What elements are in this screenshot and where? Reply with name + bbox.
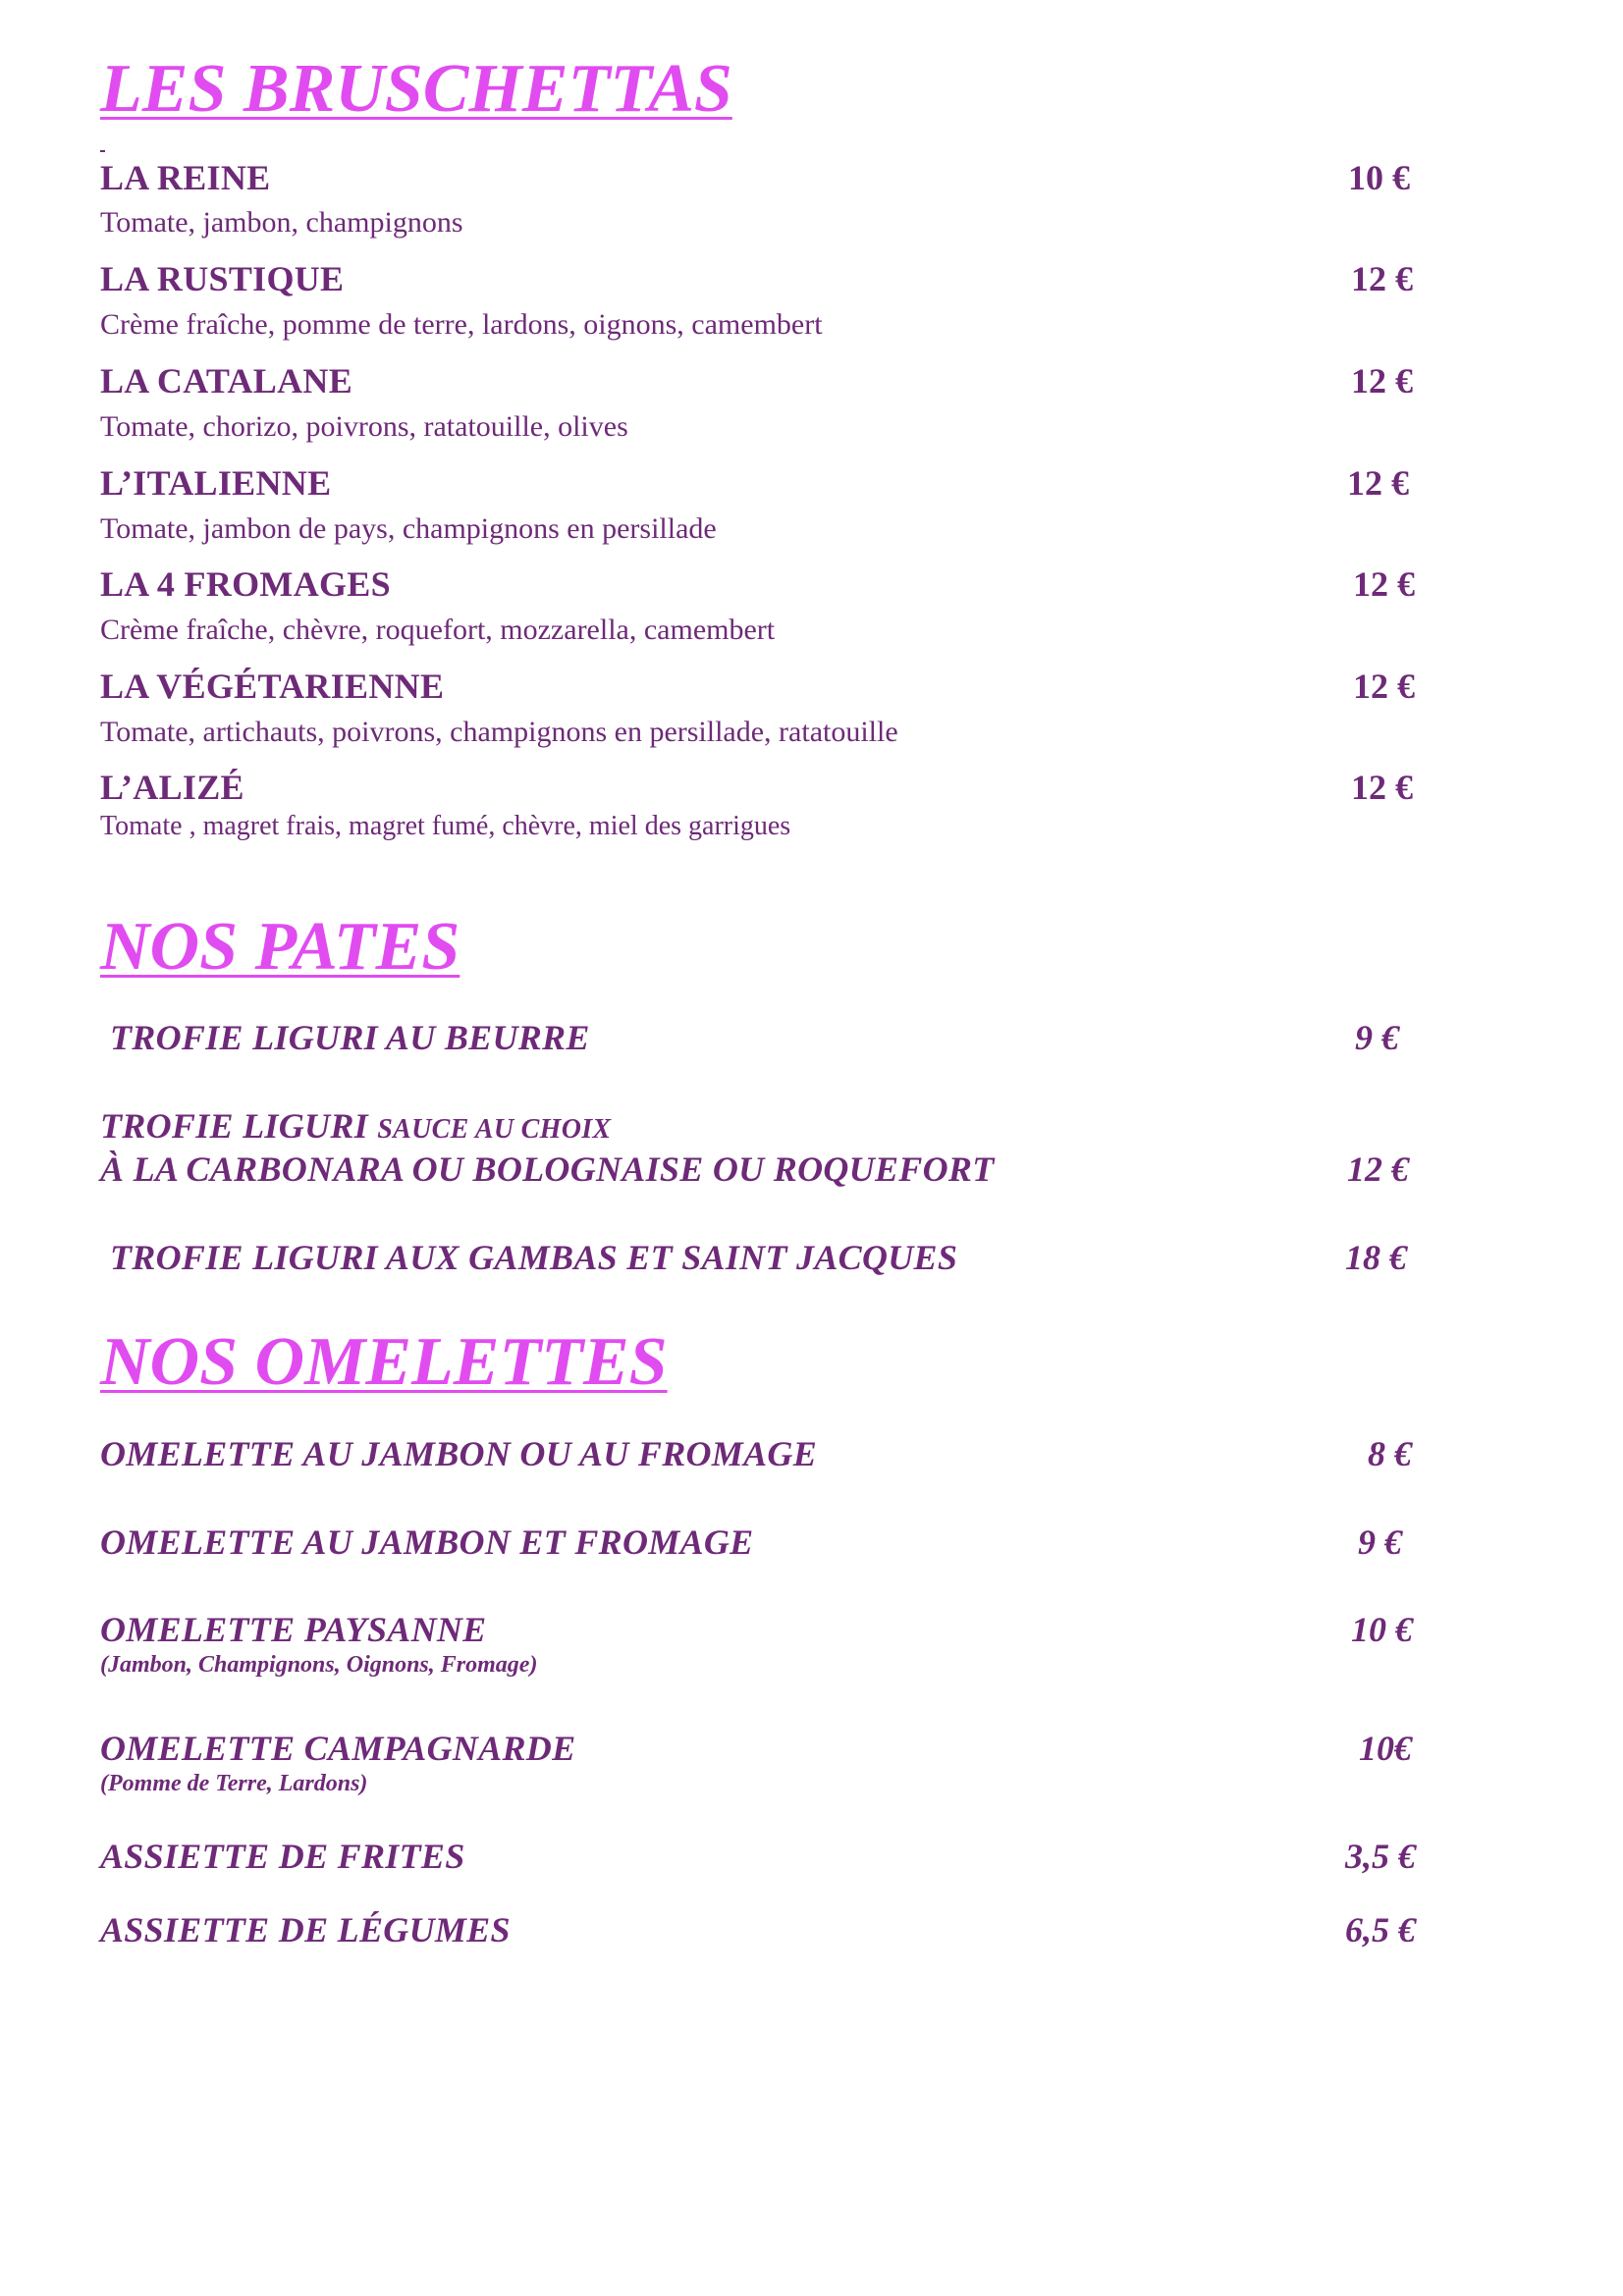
menu-item-name: LA 4 FROMAGES	[100, 564, 391, 604]
menu-item-name: OMELETTE PAYSANNE	[100, 1610, 487, 1649]
menu-item-price: 12 €	[1353, 564, 1415, 604]
menu-item-price: 18 €	[1345, 1238, 1407, 1277]
menu-item-description: Tomate , magret frais, magret fumé, chèvre, miel des garrigues	[100, 811, 791, 841]
menu-item-price: 12 €	[1347, 1149, 1409, 1189]
menu-item-name: OMELETTE CAMPAGNARDE	[100, 1729, 576, 1768]
menu-item-name: LA REINE	[100, 158, 271, 197]
menu-item-price: 10 €	[1348, 158, 1410, 197]
menu-item-price: 12 €	[1351, 361, 1413, 400]
menu-item-name: TROFIE LIGURI AU BEURRE	[110, 1018, 590, 1057]
menu-item-description: Tomate, artichauts, poivrons, champignons en persillade, ratatouille	[100, 716, 898, 748]
menu-item-price: 10 €	[1351, 1610, 1413, 1649]
menu-item-name: ASSIETTE DE LÉGUMES	[100, 1910, 511, 1949]
menu-item-name	[100, 1108, 611, 1144]
menu-item-description: Tomate, jambon, champignons	[100, 206, 463, 239]
section-title-omelettes: NOS OMELETTES	[100, 1324, 668, 1400]
menu-item-price: 6,5 €	[1345, 1910, 1416, 1949]
menu-item-name: OMELETTE AU JAMBON ET FROMAGE	[100, 1522, 754, 1562]
menu-item-name: LA CATALANE	[100, 361, 353, 400]
menu-item-name: ASSIETTE DE FRITES	[100, 1837, 465, 1876]
menu-item-price: 12 €	[1353, 667, 1415, 706]
menu-item-name: L’ALIZÉ	[100, 768, 244, 807]
menu-item-price: 12 €	[1351, 768, 1413, 807]
menu-item-price: 3,5 €	[1345, 1837, 1416, 1876]
stray-mark	[100, 150, 105, 152]
menu-item-name: TROFIE LIGURI AUX GAMBAS ET SAINT JACQUES	[110, 1238, 958, 1277]
menu-item-sauce-options: À LA CARBONARA OU BOLOGNAISE OU ROQUEFORT	[100, 1149, 995, 1189]
menu-item-name: LA RUSTIQUE	[100, 259, 345, 298]
menu-item-description: Crème fraîche, chèvre, roquefort, mozzarella, camembert	[100, 614, 776, 646]
menu-item-name: L’ITALIENNE	[100, 463, 332, 503]
pasta-sauce-note: SAUCE AU CHOIX	[377, 1114, 612, 1145]
menu-item-price: 10€	[1359, 1729, 1412, 1768]
menu-item-description: Crème fraîche, pomme de terre, lardons, oignons, camembert	[100, 308, 823, 341]
menu-item-description: Tomate, chorizo, poivrons, ratatouille, olives	[100, 410, 628, 443]
menu-item-name: LA VÉGÉTARIENNE	[100, 667, 445, 706]
section-title-bruschettas: LES BRUSCHETTAS	[100, 51, 732, 127]
menu-item-description: (Pomme de Terre, Lardons)	[100, 1771, 368, 1796]
section-title-pates: NOS PATES	[100, 909, 460, 985]
menu-item-price: 12 €	[1347, 463, 1409, 503]
menu-item-price: 9 €	[1358, 1522, 1402, 1562]
menu-item-price: 12 €	[1351, 259, 1413, 298]
menu-item-description: Tomate, jambon de pays, champignons en persillade	[100, 512, 717, 545]
menu-item-price: 8 €	[1368, 1434, 1412, 1473]
menu-item-description: (Jambon, Champignons, Oignons, Fromage)	[100, 1652, 538, 1678]
menu-item-name: OMELETTE AU JAMBON OU AU FROMAGE	[100, 1434, 818, 1473]
menu-item-price: 9 €	[1355, 1018, 1399, 1057]
pasta-name: TROFIE LIGURI	[100, 1106, 368, 1146]
